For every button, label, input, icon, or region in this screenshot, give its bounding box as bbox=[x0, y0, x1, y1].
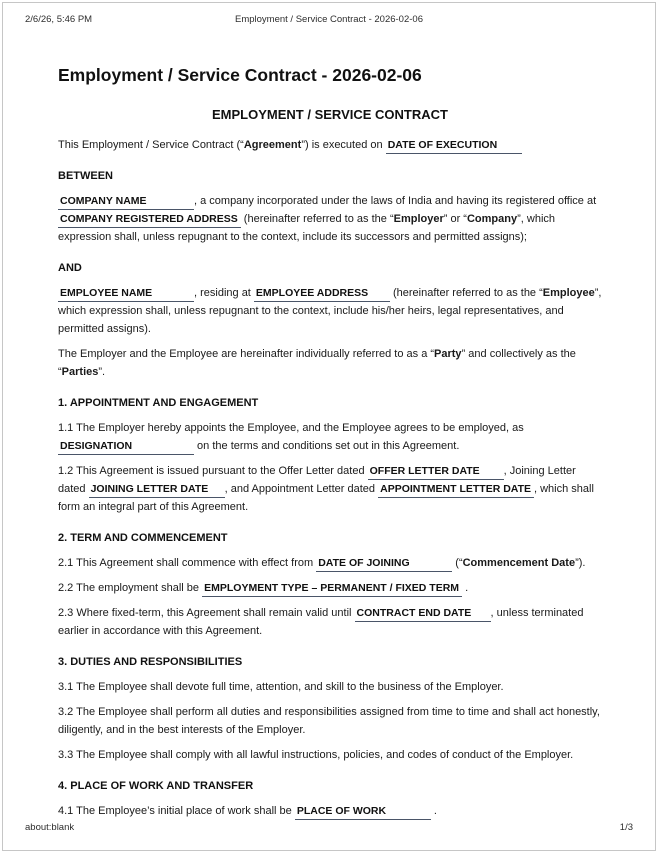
contract-paragraph bbox=[58, 462, 602, 516]
body-text: 3. DUTIES AND RESPONSIBILITIES bbox=[58, 656, 243, 668]
contract-body bbox=[58, 136, 602, 820]
body-text: The Employer and the Employee are hereinafter individually referred to as a “ bbox=[58, 348, 435, 360]
section-heading bbox=[58, 653, 602, 671]
body-text: ” and collectively as the “ bbox=[58, 348, 576, 378]
contract-paragraph bbox=[58, 703, 602, 739]
placeholder-field: COMPANY REGISTERED ADDRESS bbox=[58, 213, 241, 228]
body-text: (“ bbox=[452, 557, 463, 569]
body-text: , residing at bbox=[194, 287, 254, 299]
body-text: ”) is executed on bbox=[301, 139, 386, 151]
section-heading bbox=[58, 529, 602, 547]
print-preview-page bbox=[2, 2, 656, 851]
placeholder-field: DESIGNATION bbox=[58, 440, 194, 455]
body-text: 1.2 This Agreement is issued pursuant to the Offer Letter dated bbox=[58, 465, 368, 477]
body-text: 3.3 The Employee shall comply with all lawful instructions, policies, and codes of conduct of the Employer. bbox=[58, 749, 574, 761]
body-text: , Joining Letter dated bbox=[58, 465, 576, 495]
print-header bbox=[25, 14, 633, 25]
bold-text: Employee bbox=[542, 287, 595, 299]
contract-paragraph bbox=[58, 604, 602, 640]
contract-paragraph bbox=[58, 579, 602, 597]
body-text: (hereinafter referred to as the “ bbox=[240, 213, 394, 225]
body-text: 3.1 The Employee shall devote full time, attention, and skill to the business of the Employer. bbox=[58, 681, 504, 693]
contract-paragraph bbox=[58, 284, 602, 338]
body-text: 2.1 This Agreement shall commence with effect from bbox=[58, 557, 317, 569]
body-text: on the terms and conditions set out in this Agreement. bbox=[194, 440, 460, 452]
placeholder-field: PLACE OF WORK bbox=[295, 805, 431, 820]
print-header-timestamp: 2/6/26, 5:46 PM bbox=[25, 14, 93, 25]
print-footer-url: about:blank bbox=[25, 822, 75, 833]
body-text: ”. bbox=[98, 366, 106, 378]
body-text: . bbox=[430, 805, 437, 817]
placeholder-field: APPOINTMENT LETTER DATE bbox=[378, 483, 534, 498]
body-text: AND bbox=[58, 262, 82, 274]
body-text: . bbox=[462, 582, 469, 594]
contract-paragraph bbox=[58, 192, 602, 246]
section-heading bbox=[58, 777, 602, 795]
body-text: (hereinafter referred to as the “ bbox=[389, 287, 543, 299]
body-text: 3.2 The Employee shall perform all duties and responsibilities assigned from time to time and shall act honestly, diligently, and in the best interests of the Employer. bbox=[58, 706, 600, 736]
bold-text: Employer bbox=[393, 213, 444, 225]
section-heading bbox=[58, 394, 602, 412]
body-text: BETWEEN bbox=[58, 170, 113, 182]
body-text: 2. TERM AND COMMENCEMENT bbox=[58, 532, 228, 544]
body-text: This Employment / Service Contract (“ bbox=[58, 139, 244, 151]
placeholder-field: COMPANY NAME bbox=[58, 195, 194, 210]
body-text: , and Appointment Letter dated bbox=[224, 483, 379, 495]
placeholder-field: EMPLOYEE ADDRESS bbox=[254, 287, 390, 302]
placeholder-field: JOINING LETTER DATE bbox=[89, 483, 225, 498]
placeholder-field: DATE OF JOINING bbox=[316, 557, 452, 572]
body-text: 1.1 The Employer hereby appoints the Employee, and the Employee agrees to be employed, as bbox=[58, 422, 524, 434]
bold-text: Party bbox=[434, 348, 462, 360]
body-text: 2.3 Where fixed-term, this Agreement shall remain valid until bbox=[58, 607, 355, 619]
section-heading bbox=[58, 259, 602, 277]
page-indicator: 1/3 bbox=[619, 822, 633, 833]
placeholder-field: CONTRACT END DATE bbox=[355, 607, 491, 622]
contract-paragraph bbox=[58, 136, 602, 154]
print-footer bbox=[25, 822, 633, 833]
contract-paragraph bbox=[58, 345, 602, 381]
page-title: Employment / Service Contract - 2026-02-06 bbox=[58, 65, 422, 85]
body-text: ” or “ bbox=[443, 213, 467, 225]
contract-paragraph bbox=[58, 554, 602, 572]
section-heading bbox=[58, 167, 602, 185]
contract-paragraph bbox=[58, 802, 602, 820]
body-text: ”, which expression shall, unless repugnant to the context, include his/her heirs, legal representatives, and permitted assigns). bbox=[58, 287, 602, 335]
body-text: , which shall form an integral part of this Agreement. bbox=[58, 483, 594, 513]
body-text: 2.2 The employment shall be bbox=[58, 582, 203, 594]
contract-document bbox=[58, 64, 602, 827]
contract-paragraph bbox=[58, 419, 602, 455]
print-header-title: Employment / Service Contract - 2026-02-06 bbox=[235, 14, 423, 25]
document-heading: EMPLOYMENT / SERVICE CONTRACT bbox=[212, 107, 448, 122]
placeholder-field: DATE OF EXECUTION bbox=[386, 139, 522, 154]
body-text: ”, which expression shall, unless repugnant to the context, include its successors and permitted assigns); bbox=[58, 213, 556, 243]
placeholder-field: EMPLOYMENT TYPE – PERMANENT / FIXED TERM bbox=[202, 582, 462, 597]
contract-paragraph bbox=[58, 678, 602, 696]
body-text: 1. APPOINTMENT AND ENGAGEMENT bbox=[58, 397, 259, 409]
bold-text: Commencement Date bbox=[462, 557, 576, 569]
bold-text: Agreement bbox=[243, 139, 302, 151]
body-text: 4.1 The Employee’s initial place of work shall be bbox=[58, 805, 295, 817]
bold-text: Parties bbox=[61, 366, 99, 378]
contract-paragraph bbox=[58, 746, 602, 764]
body-text: , unless terminated earlier in accordance with this Agreement. bbox=[58, 607, 584, 637]
body-text: ”). bbox=[575, 557, 586, 569]
body-text: 4. PLACE OF WORK AND TRANSFER bbox=[58, 780, 254, 792]
placeholder-field: EMPLOYEE NAME bbox=[58, 287, 194, 302]
placeholder-field: OFFER LETTER DATE bbox=[368, 465, 504, 480]
bold-text: Company bbox=[466, 213, 518, 225]
body-text: , a company incorporated under the laws of India and having its registered office at bbox=[194, 195, 597, 207]
